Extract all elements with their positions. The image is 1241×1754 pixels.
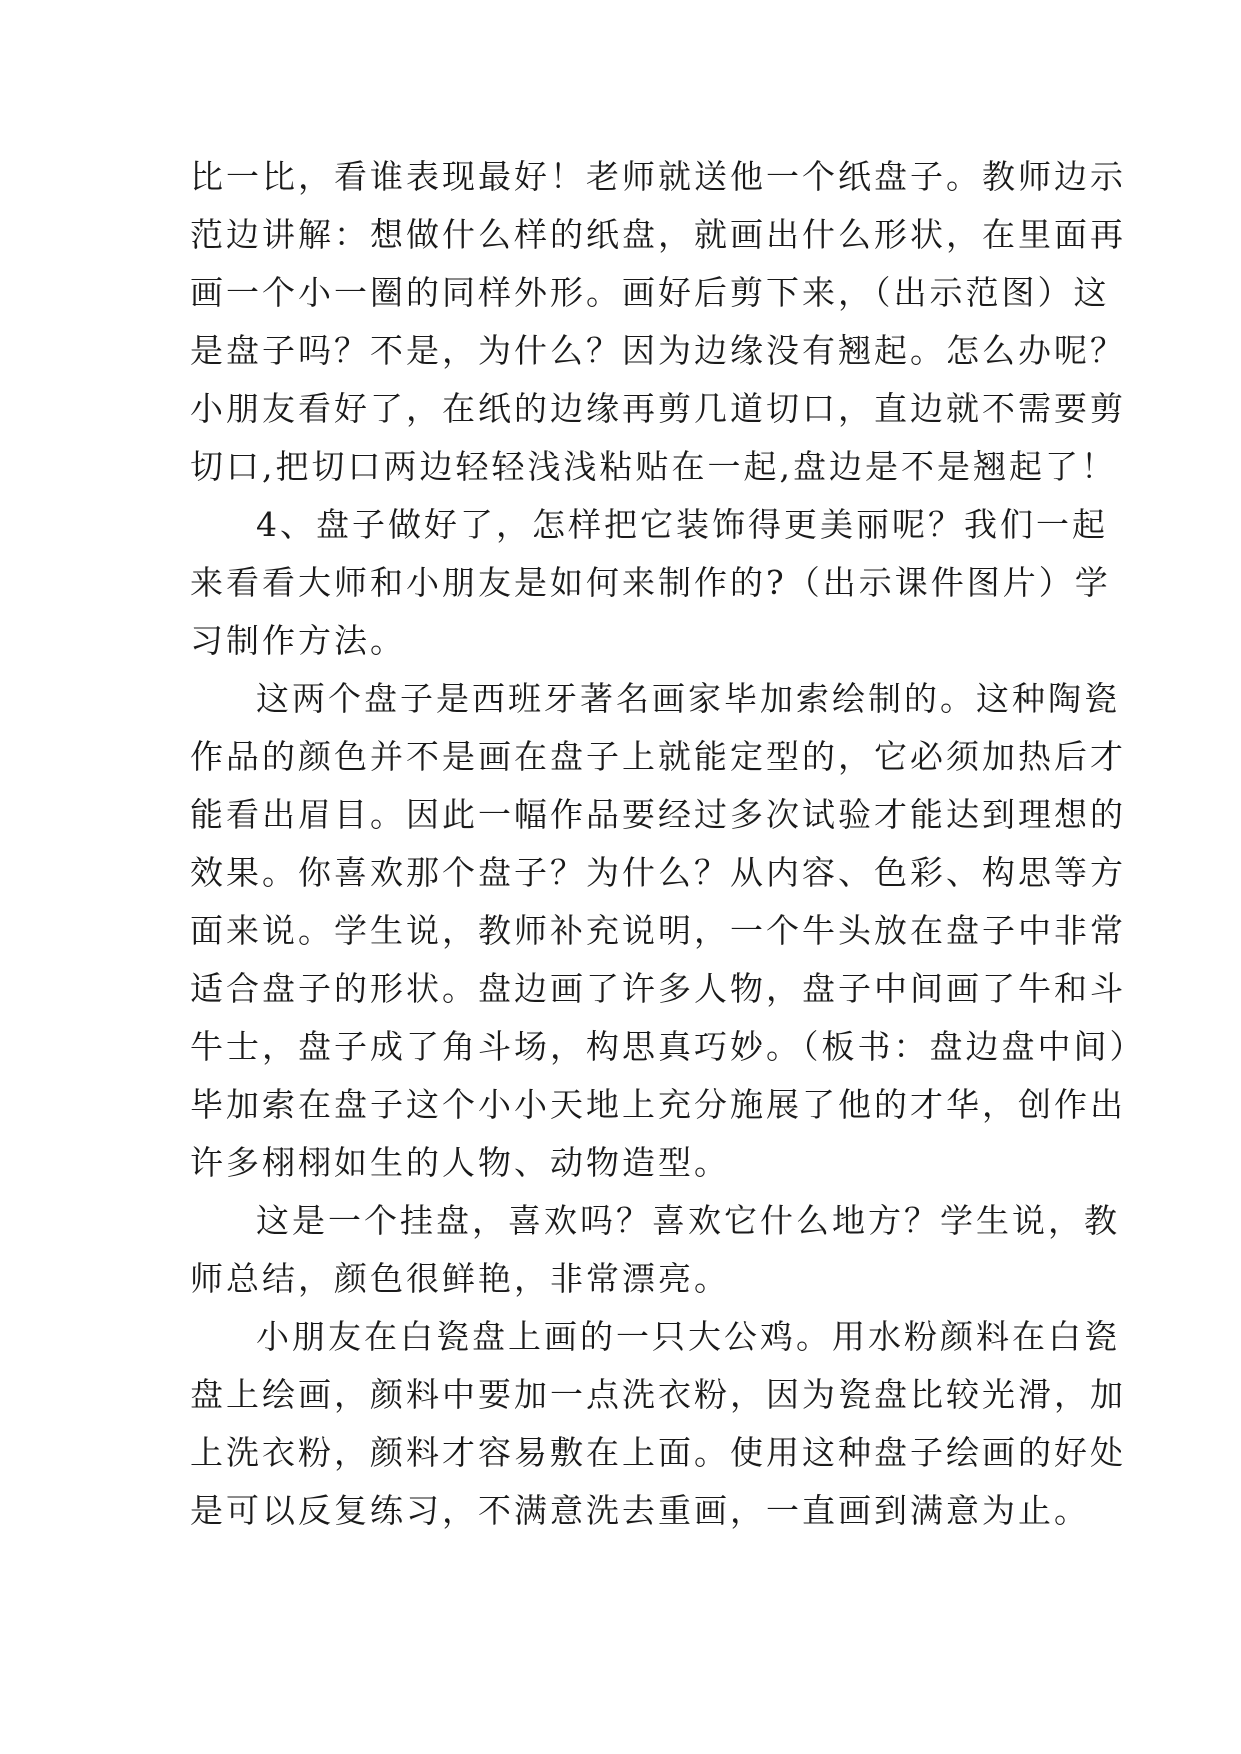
text-line: 这两个盘子是西班牙著名画家毕加索绘制的。这种陶瓷 bbox=[256, 679, 1120, 718]
text-line: 适合盘子的形状。盘边画了许多人物，盘子中间画了牛和斗 bbox=[190, 969, 1126, 1008]
text-line: 毕加索在盘子这个小小天地上充分施展了他的才华，创作出 bbox=[190, 1085, 1126, 1124]
paragraph bbox=[190, 1308, 1126, 1540]
text-line: 许多栩栩如生的人物、动物造型。 bbox=[190, 1143, 730, 1182]
paragraph bbox=[190, 1192, 1120, 1308]
text-line: 是可以反复练习，不满意洗去重画，一直画到满意为止。 bbox=[190, 1491, 1090, 1530]
text-line: 比一比，看谁表现最好！老师就送他一个纸盘子。教师边示 bbox=[190, 157, 1126, 196]
text-line: 来看看大师和小朋友是如何来制作的?（出示课件图片）学 bbox=[190, 563, 1111, 602]
text-line: 效果。你喜欢那个盘子？为什么？从内容、色彩、构思等方 bbox=[190, 853, 1126, 892]
text-line: 能看出眉目。因此一幅作品要经过多次试验才能达到理想的 bbox=[190, 795, 1126, 834]
text-line: 4、盘子做好了，怎样把它装饰得更美丽呢？我们一起 bbox=[256, 505, 1108, 544]
text-line: 盘上绘画，颜料中要加一点洗衣粉，因为瓷盘比较光滑，加 bbox=[190, 1375, 1126, 1414]
text-line: 面来说。学生说，教师补充说明，一个牛头放在盘子中非常 bbox=[190, 911, 1126, 950]
text-line: 上洗衣粉，颜料才容易敷在上面。使用这种盘子绘画的好处 bbox=[190, 1433, 1126, 1472]
paragraph bbox=[190, 670, 1146, 1192]
paragraph bbox=[190, 148, 1126, 496]
paragraph bbox=[190, 496, 1111, 670]
text-line: 牛士，盘子成了角斗场，构思真巧妙。（板书：盘边盘中间） bbox=[190, 1027, 1146, 1066]
text-line: 小朋友看好了，在纸的边缘再剪几道切口，直边就不需要剪 bbox=[190, 389, 1126, 428]
text-line: 这是一个挂盘，喜欢吗？喜欢它什么地方？学生说，教 bbox=[256, 1201, 1120, 1240]
text-line: 习制作方法。 bbox=[190, 621, 406, 660]
text-line: 师总结，颜色很鲜艳，非常漂亮。 bbox=[190, 1259, 730, 1298]
document-page bbox=[190, 148, 1146, 1540]
text-line: 作品的颜色并不是画在盘子上就能定型的，它必须加热后才 bbox=[190, 737, 1126, 776]
text-line: 是盘子吗？不是，为什么？因为边缘没有翘起。怎么办呢？ bbox=[190, 331, 1126, 370]
text-line: 范边讲解：想做什么样的纸盘，就画出什么形状，在里面再 bbox=[190, 215, 1126, 254]
text-line: 小朋友在白瓷盘上画的一只大公鸡。用水粉颜料在白瓷 bbox=[256, 1317, 1120, 1356]
text-line: 画一个小一圈的同样外形。画好后剪下来，（出示范图）这 bbox=[190, 273, 1110, 312]
text-line: 切口,把切口两边轻轻浅浅粘贴在一起,盘边是不是翘起了！ bbox=[190, 447, 1117, 486]
